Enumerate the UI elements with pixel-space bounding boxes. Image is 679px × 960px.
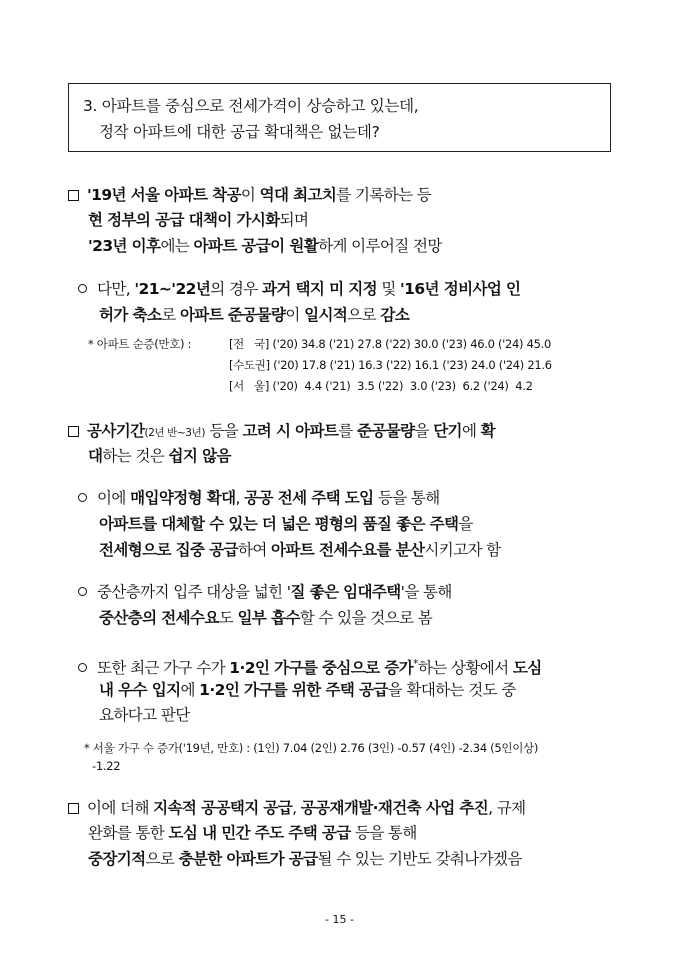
s3-line-3: 중장기적으로 충분한 아파트가 공급될 수 있는 기반도 갖춰나가겠음	[88, 850, 522, 868]
s2-circle1-line-2: 아파트를 대체할 수 있는 더 넓은 평형의 품질 좋은 주택을	[99, 515, 473, 533]
s2-circle2-line-2: 중산층의 전세수요도 일부 흡수할 수 있을 것으로 봄	[99, 609, 433, 627]
s2-note-line-1: * 서울 가구 수 증가('19년, 만호) : (1인) 7.04 (2인) 2.76 (3인) -0.57 (4인) -2.34 (5인이상)	[84, 741, 539, 755]
s1-note-row-2: [수도권] ('20) 17.8 ('21) 16.3 ('22) 16.1 ('23) 24.0 ('24) 21.6	[229, 358, 552, 372]
square-bullet-icon	[68, 803, 79, 814]
circle-bullet-icon	[78, 284, 87, 293]
s2-circle3-line-2: 내 우수 입지에 1·2인 가구를 위한 주택 공급을 확대하는 것도 중	[99, 681, 516, 699]
s1-circle-line-1: 다만, '21~'22년의 경우 과거 택지 미 지정 및 '16년 정비사업 인	[78, 279, 520, 299]
page-number: - 15 -	[325, 913, 354, 926]
question-box	[68, 83, 611, 152]
question-line-2: 정작 아파트에 대한 공급 확대책은 없는데?	[99, 123, 380, 141]
s1-circle-line-2: 허가 축소로 아파트 준공물량이 일시적으로 감소	[99, 306, 410, 324]
s2-circle3-line-1: 또한 최근 가구 수가 1·2인 가구를 중심으로 증가*하는 상황에서 도심	[78, 654, 542, 678]
s2-circle1-line-1: 이에 매입약정형 확대, 공공 전세 주택 도입 등을 통해	[78, 488, 440, 508]
square-bullet-icon	[68, 190, 79, 201]
s2-line-2: 대하는 것은 쉽지 않음	[88, 447, 231, 465]
circle-bullet-icon	[78, 663, 87, 672]
s2-note-line-2: -1.22	[92, 759, 121, 773]
s3-line-1: 이에 더해 지속적 공공택지 공급, 공공재개발·재건축 사업 추진, 규제	[68, 798, 526, 818]
s2-circle1-line-3: 전세형으로 집중 공급하여 아파트 전세수요를 분산시키고자 함	[99, 541, 501, 559]
s1-note-row-1: [전 국] ('20) 34.8 ('21) 27.8 ('22) 30.0 ('23) 46.0 ('24) 45.0	[229, 337, 551, 351]
s3-line-2: 완화를 통한 도심 내 민간 주도 주택 공급 등을 통해	[88, 824, 417, 842]
circle-bullet-icon	[78, 587, 87, 596]
s1-note-row-3: [서 울] ('20) 4.4 ('21) 3.5 ('22) 3.0 ('23) 6.2 ('24) 4.2	[229, 379, 533, 393]
circle-bullet-icon	[78, 493, 87, 502]
s1-line-2: 현 정부의 공급 대책이 가시화되며	[88, 211, 309, 229]
s1-note-label: * 아파트 순증(만호) :	[88, 337, 192, 351]
s1-line-1: '19년 서울 아파트 착공이 역대 최고치를 기록하는 등	[68, 185, 431, 205]
square-bullet-icon	[68, 426, 79, 437]
s1-line-3: '23년 이후에는 아파트 공급이 원활하게 이루어질 전망	[88, 237, 442, 255]
s2-line-1: 공사기간(2년 반~3년) 등을 고려 시 아파트를 준공물량을 단기에 확	[68, 421, 495, 443]
question-line-1: 3. 아파트를 중심으로 전세가격이 상승하고 있는데,	[83, 97, 419, 115]
s2-circle2-line-1: 중산층까지 입주 대상을 넓힌 '질 좋은 임대주택'을 통해	[78, 582, 452, 602]
s2-circle3-line-3: 요하다고 판단	[99, 706, 190, 724]
